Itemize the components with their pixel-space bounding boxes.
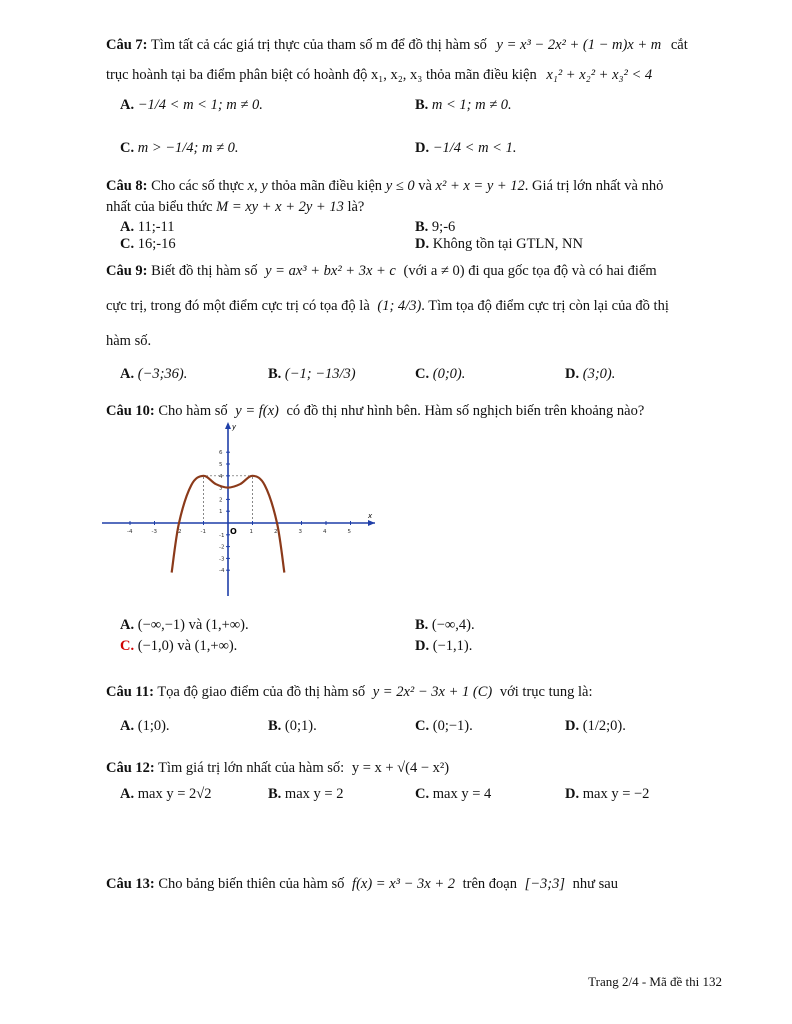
q7-text2: cắt: [670, 37, 688, 53]
q11-option-c[interactable]: [415, 718, 473, 735]
q10-a-label: A.: [120, 617, 135, 633]
q9-c-label: C.: [415, 366, 430, 382]
q9-a-text: (−3;36).: [137, 366, 188, 382]
q9-c-text: (0;0).: [432, 366, 466, 382]
y-axis-label: y: [232, 423, 237, 431]
q11-c-text: (0;−1).: [432, 718, 473, 734]
x-tick-label-3: 3: [298, 529, 302, 535]
q10-label: Câu 10:: [106, 403, 155, 419]
q12-b-text: max y = 2: [284, 786, 344, 802]
q8-text2: thỏa mãn điều kiện: [271, 178, 383, 194]
q9-text3: cực trị, trong đó một điểm cực trị có tọa độ là: [106, 298, 370, 314]
q8-text4: nhất của biểu thức: [106, 199, 213, 215]
q12-a-label: A.: [120, 786, 135, 802]
q7-c-text: m > −1/4; m ≠ 0.: [137, 140, 239, 156]
x-tick-label--2: -2: [176, 529, 182, 535]
x-axis-arrow: [368, 520, 375, 526]
y-tick-label-2: 2: [219, 497, 223, 504]
x-tick-label--4: -4: [127, 529, 133, 535]
q9-option-a[interactable]: [120, 366, 187, 383]
q12-option-a[interactable]: [120, 786, 211, 803]
y-tick-label--3: -3: [219, 556, 225, 563]
q7-line2: [106, 67, 652, 84]
y-tick-label--1: -1: [219, 532, 225, 539]
q13-text1: Cho bảng biến thiên của hàm số: [158, 876, 345, 892]
y-tick-label-1: 1: [219, 509, 223, 516]
q7-option-b[interactable]: [415, 97, 512, 114]
q11-option-b[interactable]: [268, 718, 317, 735]
q10-c-text: (−1,0) và (1,+∞).: [137, 638, 238, 654]
q8-line2: [106, 199, 364, 216]
q8-b-text: 9;-6: [431, 219, 456, 235]
q12-d-label: D.: [565, 786, 580, 802]
q9-cond: (với a ≠ 0): [403, 263, 465, 279]
q13-text2: trên đoạn: [462, 876, 517, 892]
q10-formula: y = f(x): [235, 403, 279, 419]
q10-text2: có đồ thị như hình bên. Hàm số nghịch biến trên khoảng nào?: [286, 403, 645, 419]
q8-label: Câu 8:: [106, 178, 148, 194]
q11-text2: với trục tung là:: [499, 684, 593, 700]
q12-a-text: max y = 2√2: [137, 786, 212, 802]
q11-d-text: (1/2;0).: [582, 718, 626, 734]
q10-option-c[interactable]: [120, 638, 237, 655]
y-tick-label--2: -2: [219, 544, 225, 551]
y-tick-label-6: 6: [219, 450, 223, 457]
q8-text1: Cho các số thực: [151, 178, 244, 194]
q7-option-d[interactable]: [415, 140, 516, 157]
q8-c-label: C.: [120, 236, 135, 252]
q8-cond1: y ≤ 0: [385, 178, 415, 194]
q8-a-text: 11;-11: [137, 219, 175, 235]
q7-label: Câu 7:: [106, 37, 148, 53]
q11-d-label: D.: [565, 718, 580, 734]
q8-and: và: [418, 178, 432, 194]
q7-text1: Tìm tất cả các giá trị thực của tham số m để đồ thị hàm số: [150, 37, 487, 53]
q8-a-label: A.: [120, 219, 135, 235]
q9-d-label: D.: [565, 366, 580, 382]
q8-text3: . Giá trị lớn nhất và nhỏ: [524, 178, 664, 194]
x-tick-label--3: -3: [151, 529, 157, 535]
q9-d-text: (3;0).: [582, 366, 616, 382]
q13-text3: như sau: [572, 876, 618, 892]
q12-text1: Tìm giá trị lớn nhất của hàm số:: [158, 760, 345, 776]
q9-b-label: B.: [268, 366, 282, 382]
x-axis-label: x: [368, 512, 373, 520]
q7-condition: x₁² + x₂² + x₃² < 4: [546, 67, 653, 83]
q8-option-a[interactable]: [120, 219, 175, 236]
q8-text5: là?: [347, 199, 365, 215]
q11-b-text: (0;1).: [284, 718, 317, 734]
x-tick-label-1: 1: [249, 529, 253, 535]
q7-d-label: D.: [415, 140, 430, 156]
q8-option-c[interactable]: [120, 236, 176, 253]
q8-b-label: B.: [415, 219, 429, 235]
q11-a-text: (1;0).: [137, 718, 170, 734]
q8-option-d[interactable]: [415, 236, 583, 253]
q9-line1: [106, 263, 657, 280]
graph-ticks: [127, 450, 352, 574]
q8-d-text: Không tồn tại GTLN, NN: [432, 236, 583, 252]
q8-c-text: 16;-16: [137, 236, 176, 252]
q9-option-c[interactable]: [415, 366, 465, 383]
q11-option-a[interactable]: [120, 718, 170, 735]
q12-option-c[interactable]: [415, 786, 491, 803]
q11-a-label: A.: [120, 718, 135, 734]
q9-text4: . Tìm tọa độ điểm cực trị còn lại của đồ thị: [421, 298, 669, 314]
q9-point: (1; 4/3): [377, 298, 422, 314]
q12-c-label: C.: [415, 786, 430, 802]
q9-text1: Biết đồ thị hàm số: [151, 263, 258, 279]
q11-option-d[interactable]: [565, 718, 626, 735]
q10-option-a[interactable]: [120, 617, 249, 634]
q9-option-b[interactable]: [268, 366, 356, 383]
q8-cond2: x² + x = y + 12: [435, 178, 525, 194]
x-tick-label--1: -1: [200, 529, 206, 535]
q10-d-label: D.: [415, 638, 430, 654]
q7-formula: y = x³ − 2x² + (1 − m)x + m: [496, 37, 662, 53]
q7-b-label: B.: [415, 97, 429, 113]
q11-b-label: B.: [268, 718, 282, 734]
q12-option-b[interactable]: [268, 786, 343, 803]
q10-b-text: (−∞,4).: [431, 617, 475, 633]
page-footer: Trang 2/4 - Mã đề thi 132: [588, 974, 722, 989]
q13-interval: [−3;3]: [524, 876, 566, 892]
x-tick-label-2: 2: [274, 529, 278, 535]
y-tick-label--4: -4: [219, 568, 225, 575]
q10-d-text: (−1,1).: [432, 638, 473, 654]
q12-c-text: max y = 4: [432, 786, 492, 802]
q12-b-label: B.: [268, 786, 282, 802]
y-tick-label-4: 4: [219, 473, 223, 480]
q9-text2: đi qua gốc tọa độ và có hai điểm: [468, 263, 657, 279]
q11-text1: Tọa độ giao điểm của đồ thị hàm số: [157, 684, 366, 700]
q10-text1: Cho hàm số: [158, 403, 228, 419]
q8-d-label: D.: [415, 236, 430, 252]
q12-label: Câu 12:: [106, 760, 155, 776]
q9-option-d[interactable]: [565, 366, 615, 383]
q13-label: Câu 13:: [106, 876, 155, 892]
q7-c-label: C.: [120, 140, 135, 156]
x-tick-label-4: 4: [323, 529, 327, 535]
q7-a-label: A.: [120, 97, 135, 113]
q12-line1: [106, 760, 449, 777]
y-tick-label-3: 3: [219, 485, 223, 492]
q10-a-text: (−∞,−1) và (1,+∞).: [137, 617, 249, 633]
q9-label: Câu 9:: [106, 263, 148, 279]
q8-expr: M = xy + x + 2y + 13: [216, 199, 344, 215]
q7-line1: [106, 37, 688, 54]
q9-line2: [106, 298, 669, 315]
graph-axes: [102, 422, 375, 596]
origin-label: O: [230, 527, 237, 536]
q7-text3: trục hoành tại ba điểm phân biệt có hoành độ x₁, x₂, x₃ thỏa mãn điều kiện: [106, 67, 537, 83]
q9-text5: hàm số.: [106, 333, 152, 349]
q10-line1: [106, 403, 644, 420]
q7-option-c[interactable]: [120, 140, 239, 157]
function-graph: [100, 420, 380, 600]
q9-a-label: A.: [120, 366, 135, 382]
q13-formula: f(x) = x³ − 3x + 2: [352, 876, 455, 892]
q7-a-text: −1/4 < m < 1; m ≠ 0.: [137, 97, 263, 113]
q7-option-a[interactable]: [120, 97, 263, 114]
q7-b-text: m < 1; m ≠ 0.: [431, 97, 512, 113]
q11-label: Câu 11:: [106, 684, 154, 700]
q12-formula: y = x + √(4 − x²): [351, 760, 450, 776]
q13-line1: [106, 876, 618, 893]
q10-b-label: B.: [415, 617, 429, 633]
q7-d-text: −1/4 < m < 1.: [432, 140, 517, 156]
q11-c-label: C.: [415, 718, 430, 734]
q8-option-b[interactable]: [415, 219, 455, 236]
q8-line1: [106, 178, 663, 195]
q10-option-d[interactable]: [415, 638, 472, 655]
q10-option-b[interactable]: [415, 617, 475, 634]
y-axis-arrow: [225, 422, 231, 429]
q9-formula: y = ax³ + bx² + 3x + c: [265, 263, 396, 279]
q12-option-d[interactable]: [565, 786, 649, 803]
q11-formula: y = 2x² − 3x + 1 (C): [372, 684, 493, 700]
q12-d-text: max y = −2: [582, 786, 650, 802]
q9-line3: [106, 333, 151, 350]
q10-c-label: C.: [120, 638, 135, 654]
q8-vars: x, y: [247, 178, 268, 194]
x-tick-label-5: 5: [347, 529, 351, 535]
q11-line1: [106, 684, 592, 701]
q9-b-text: (−1; −13/3): [284, 366, 356, 382]
y-tick-label-5: 5: [219, 462, 223, 468]
